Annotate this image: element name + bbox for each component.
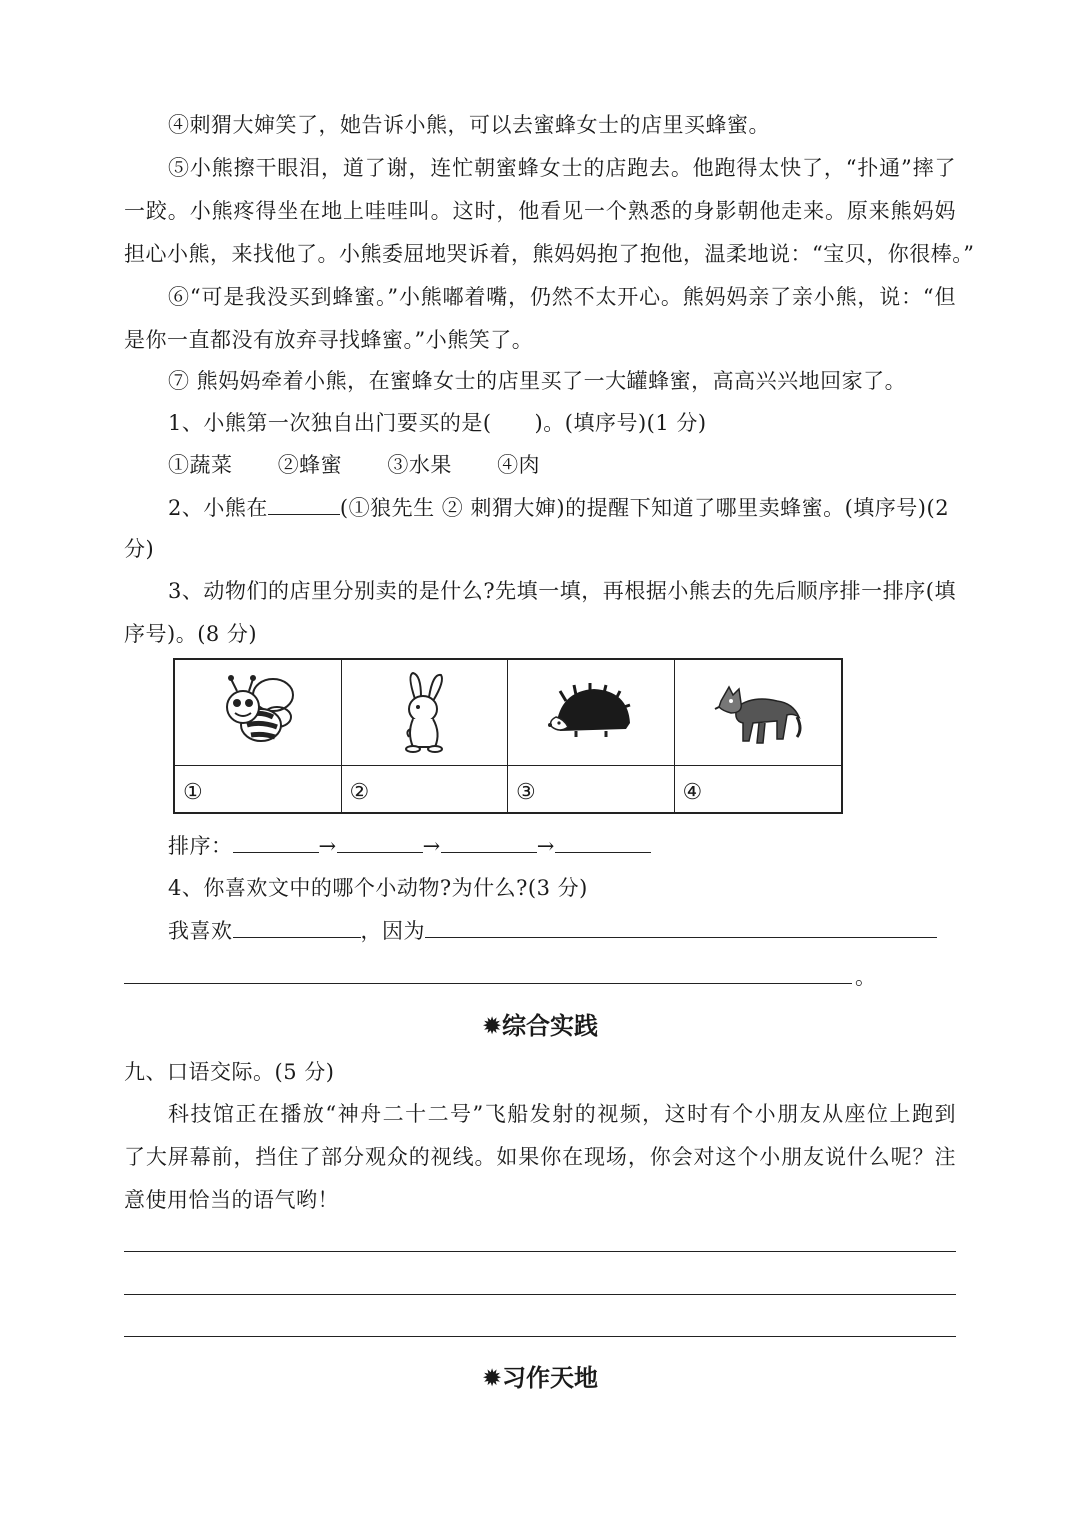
story-paragraph-5-line-1: ⑤小熊擦干眼泪，道了谢，连忙朝蜜蜂女士的店跑去。他跑得太快了，“扑通”摔了 xyxy=(168,156,956,180)
because-label: ，因为 xyxy=(360,919,425,943)
question-9-line-2: 了大屏幕前，挡住了部分观众的视线。如果你在现场，你会对这个小朋友说什么呢？注 xyxy=(124,1145,956,1169)
animal-shop-table xyxy=(173,658,843,814)
like-blank[interactable] xyxy=(233,915,361,938)
table-label-3: ③ xyxy=(516,780,536,805)
question-4: 4、你喜欢文中的哪个小动物?为什么?(3 分) xyxy=(168,876,588,900)
question-3-line-2: 序号)。(8 分) xyxy=(124,622,258,646)
question-3-line-1: 3、动物们的店里分别卖的是什么?先填一填，再根据小熊去的先后顺序排一排序(填 xyxy=(168,579,956,603)
option-4: ④肉 xyxy=(497,453,541,477)
table-answer-cell-1[interactable] xyxy=(175,766,342,812)
table-label-4: ④ xyxy=(682,780,703,805)
table-cell-hedgehog xyxy=(508,660,675,766)
table-cell-wolf xyxy=(675,660,842,766)
story-paragraph-5-line-3: 担心小熊，来找他了。小熊委屈地哭诉着，熊妈妈抱了抱他，温柔地说：“宝贝，你很棒。” xyxy=(124,242,975,266)
order-row xyxy=(168,830,651,861)
option-3: ③水果 xyxy=(387,453,452,477)
story-paragraph-6-line-1: ⑥“可是我没买到蜂蜜。”小熊嘟着嘴，仍然不太开心。熊妈妈亲了亲小熊，说：“但 xyxy=(168,285,956,309)
question-2-blank[interactable] xyxy=(268,492,340,515)
table-label-2: ② xyxy=(349,780,370,805)
order-blank-1[interactable] xyxy=(233,830,319,853)
section-title-writing: ✹习作天地 xyxy=(481,1364,599,1392)
table-cell-rabbit xyxy=(342,660,509,766)
option-2: ②蜂蜜 xyxy=(277,453,343,477)
writing-line-1[interactable] xyxy=(124,1251,956,1252)
question-9-line-3: 意使用恰当的语气哟！ xyxy=(124,1188,339,1212)
because-blank[interactable] xyxy=(425,915,937,938)
question-1: 1、小熊第一次独自出门要买的是( )。(填序号)(1 分) xyxy=(168,411,707,435)
question-2-prefix: 2、小熊在 xyxy=(168,496,268,520)
option-1: ①蔬菜 xyxy=(168,453,233,477)
story-paragraph-6-line-2: 是你一直都没有放弃寻找蜂蜜。”小熊笑了。 xyxy=(124,328,534,352)
writing-line-3[interactable] xyxy=(124,1336,956,1337)
answer-line-continuation[interactable] xyxy=(124,983,852,984)
question-9-line-1: 科技馆正在播放“神舟二十二号”飞船发射的视频，这时有个小朋友从座位上跑到 xyxy=(168,1102,956,1126)
like-label: 我喜欢 xyxy=(168,919,233,943)
question-4-answer-row xyxy=(168,915,937,946)
hedgehog-icon xyxy=(546,683,636,743)
order-arrow-1: → xyxy=(318,834,337,858)
story-paragraph-7: ⑦ 熊妈妈牵着小熊，在蜜蜂女士的店里买了一大罐蜂蜜，高高兴兴地回家了。 xyxy=(168,369,907,393)
table-cell-bee xyxy=(175,660,342,766)
order-label: 排序： xyxy=(168,834,233,858)
table-answer-cell-3[interactable] xyxy=(508,766,675,812)
question-1-options xyxy=(168,450,578,480)
question-9-heading: 九、口语交际。(5 分) xyxy=(124,1060,335,1084)
order-arrow-2: → xyxy=(422,834,441,858)
order-blank-2[interactable] xyxy=(337,830,423,853)
section-title-practice: ✹综合实践 xyxy=(481,1012,599,1040)
question-2 xyxy=(168,492,949,523)
story-paragraph-5-line-2: 一跤。小熊疼得坐在地上哇哇叫。这时，他看见一个熟悉的身影朝他走来。原来熊妈妈 xyxy=(124,199,956,223)
order-blank-3[interactable] xyxy=(441,830,537,853)
question-2-continued: 分) xyxy=(124,537,155,561)
rabbit-icon xyxy=(389,671,459,755)
story-paragraph-4: ④刺猬大婶笑了，她告诉小熊，可以去蜜蜂女士的店里买蜂蜜。 xyxy=(168,113,770,137)
order-blank-4[interactable] xyxy=(555,830,651,853)
table-answer-cell-4[interactable] xyxy=(675,766,842,812)
question-2-text: (①狼先生 ② 刺猬大婶)的提醒下知道了哪里卖蜂蜜。(填序号)(2 xyxy=(339,496,950,520)
table-answer-cell-2[interactable] xyxy=(342,766,509,812)
bee-icon xyxy=(213,673,303,753)
order-arrow-3: → xyxy=(536,834,555,858)
answer-end-mark: 。 xyxy=(855,965,877,989)
writing-line-2[interactable] xyxy=(124,1294,956,1295)
table-label-1: ① xyxy=(183,780,203,805)
wolf-icon xyxy=(713,677,803,749)
